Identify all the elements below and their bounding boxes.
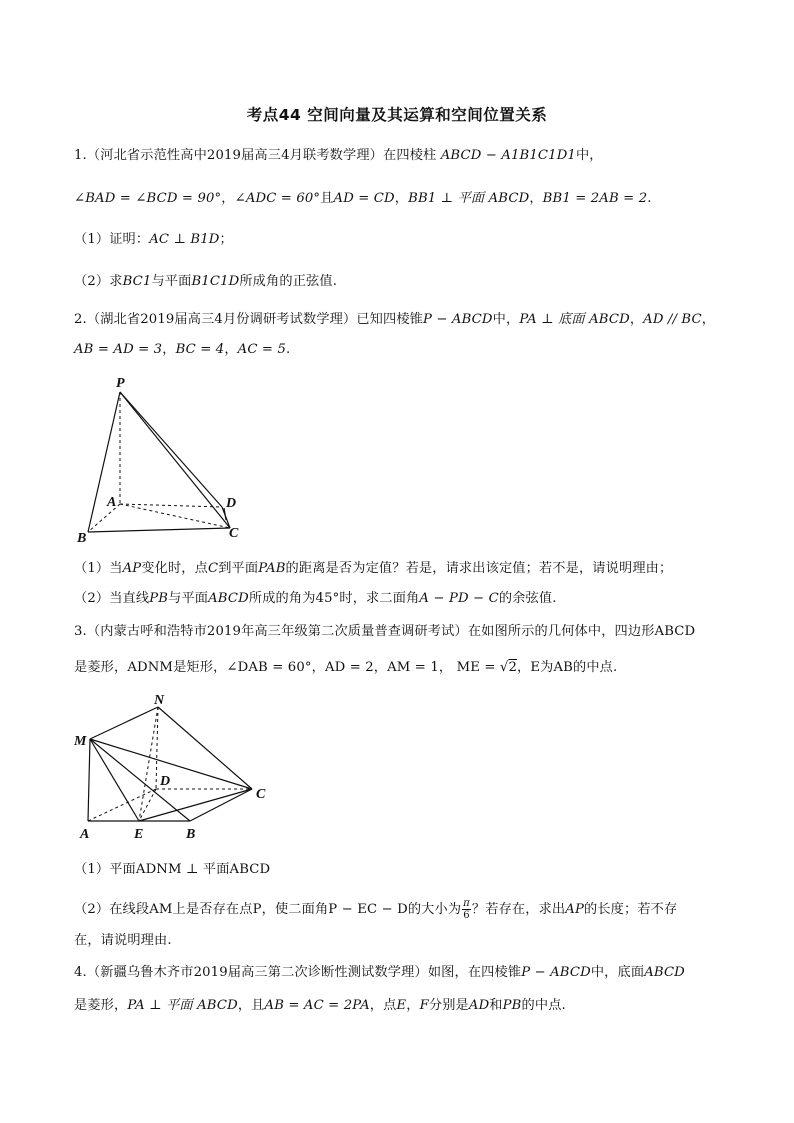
pyramid-diagram (74, 370, 254, 550)
problem-4-eq: AB = AC = 2PA (264, 998, 370, 1013)
part-mid: 与平面 (151, 274, 192, 289)
problem-4-text: ，点 (369, 998, 397, 1013)
problem-4-qie: ，且 (237, 998, 265, 1013)
label-a: A (107, 495, 117, 510)
problem-4-intro: 如图，在四棱锥 (427, 965, 522, 980)
problem-4-pa-perp: PA ⊥ 平面 ABCD (127, 998, 238, 1013)
separator: ， (224, 342, 238, 357)
problem-2-line-1 (74, 311, 734, 329)
separator: ， (311, 660, 325, 675)
label-a: A (80, 827, 90, 842)
problem-4-text: 分别是 (428, 998, 469, 1013)
problem-2-pa-perp: PA ⊥ 底面 ABCD (519, 312, 630, 327)
label-b: B (186, 827, 196, 842)
part-tail: 所成角的正弦值. (239, 274, 338, 289)
page-title: 考点44 空间向量及其运算和空间位置关系 (246, 106, 548, 124)
problem-4-line-1 (74, 964, 734, 982)
sqrt-symbol: √ (499, 660, 509, 675)
problem-4-text: 和 (489, 998, 503, 1013)
problem-4-zhong: 中，底面 (590, 965, 645, 980)
problem-1-bb1-perp: BB1 ⊥ 平面 ABCD (408, 191, 530, 206)
fraction-numerator: π (463, 898, 470, 909)
separator: ， (406, 998, 420, 1013)
problem-1-prism: ABCD − A1B1C1D1 (440, 148, 576, 163)
part-text: 所成的角为45°时，求二面角 (248, 591, 420, 606)
problem-1-qie: 且 (320, 191, 334, 206)
part-math: C (207, 561, 219, 576)
part-text: ？若存在，求出 (471, 902, 566, 917)
problem-4-f: F (419, 998, 429, 1013)
problem-4-text: 是菱形， (74, 998, 128, 1013)
problem-1-line-2 (74, 190, 734, 208)
separator: ， (701, 312, 716, 327)
problem-2-bc: BC = 4 (175, 342, 225, 357)
problem-3-part-2 (74, 898, 734, 921)
label-c: C (256, 787, 266, 802)
problem-1-end: . (647, 191, 652, 206)
problem-2-figure (74, 370, 254, 554)
part-text: 的距离是否为定值？若是，请求出该定值；若不是，请说明理由； (285, 561, 673, 576)
problem-3-me-root: 2 (508, 660, 518, 675)
part-text: 变化时，点 (141, 561, 208, 576)
part-label: （1）平面ADNM ⊥ 平面ABCD (74, 862, 271, 877)
problem-3-angle: ∠DAB = 60° (226, 660, 312, 675)
problem-4-pb: PB (502, 998, 522, 1013)
part-math: ABCD (208, 591, 249, 606)
part-text: 的余弦值. (498, 591, 557, 606)
label-d: D (160, 774, 171, 789)
problem-4-base: ABCD (644, 965, 685, 980)
problem-2-parallel: AD // BC (643, 312, 702, 327)
problem-1-angle-bad: ∠BAD = ∠BCD = 90° (74, 191, 222, 206)
problem-1-angle-adc: ∠ADC = 60° (234, 191, 321, 206)
problem-4-pyramid: P − ABCD (521, 965, 591, 980)
part-label: （1）当 (74, 561, 123, 576)
part-math: BC1 (122, 274, 152, 289)
part-label: （2）在线段AM上是否存在点P，使二面角P − EC − D的大小为 (74, 902, 462, 917)
fraction (462, 898, 471, 921)
edge-pc (120, 392, 230, 528)
separator: ， (221, 191, 235, 206)
part-math: AP (122, 561, 142, 576)
problem-3-line-1 (74, 623, 734, 641)
edge-pd (120, 392, 222, 507)
label-d: D (226, 496, 237, 511)
problem-4-number: 4. (74, 965, 87, 980)
problem-2-number: 2. (74, 312, 87, 327)
part-math: PAB (258, 561, 286, 576)
problem-2-pyramid: P − ABCD (423, 312, 493, 327)
part-label: （2）当直线 (74, 591, 150, 606)
edge-mc (90, 739, 252, 789)
part-label: （2）求 (74, 274, 123, 289)
solid-diagram (74, 693, 284, 843)
problem-3-am: AM = 1 (387, 660, 439, 675)
problem-4-end: 的中点. (521, 998, 566, 1013)
separator: ， (162, 342, 176, 357)
problem-1-part-1 (74, 231, 734, 249)
edge-bc (190, 789, 252, 821)
edge-da (88, 789, 156, 821)
problem-1-ad-cd: AD = CD (333, 191, 395, 206)
problem-1-source: （河北省示范性高中2019届高三4月联考数学理） (86, 148, 384, 163)
part-tail: ； (219, 232, 233, 247)
separator: ， (373, 660, 388, 675)
problem-1-bb1-len: BB1 = 2AB = 2 (542, 191, 648, 206)
part-text: 与平面 (168, 591, 209, 606)
problem-2-end: . (286, 342, 291, 357)
problem-3-text: ，E为AB的中点. (517, 660, 618, 675)
problem-2-intro: 已知四棱锥 (356, 312, 424, 327)
problem-3-line-2 (74, 659, 734, 677)
problem-3-ad: AD = 2 (324, 660, 374, 675)
separator: ， (529, 191, 543, 206)
problem-2-zhong: 中， (492, 312, 520, 327)
problem-3-figure (74, 693, 284, 847)
edge-mn (90, 707, 158, 739)
edge-ad (120, 504, 222, 507)
edge-nc (158, 707, 252, 789)
part-math: B1C1D (191, 274, 240, 289)
problem-2-part-2 (74, 590, 734, 608)
label-b: B (77, 531, 87, 546)
problem-1-line-1 (74, 147, 734, 165)
problem-3-part-2-cont (74, 932, 734, 950)
separator: ， (438, 660, 453, 675)
part-label: （1）证明： (74, 232, 150, 247)
problem-4-e: E (396, 998, 407, 1013)
problem-2-line-2 (74, 341, 734, 359)
problem-1-number: 1. (74, 148, 87, 163)
edge-mb (90, 739, 190, 821)
part-math: AC ⊥ B1D (149, 232, 220, 247)
fraction-denominator: 6 (463, 910, 470, 921)
problem-3-me: ME = (456, 660, 496, 675)
problem-4-ad: AD (468, 998, 490, 1013)
label-n: N (154, 693, 165, 708)
part-text: 的长度；若不存 (583, 902, 678, 917)
problem-2-source: （湖北省2019届高三4月份调研考试数学理） (86, 312, 357, 327)
problem-4-source: （新疆乌鲁木齐市2019届高三第二次诊断性测试数学理） (86, 965, 428, 980)
edge-de (139, 789, 156, 821)
problem-3-part-1 (74, 861, 734, 879)
problem-1-part-2 (74, 273, 734, 291)
problem-2-ac: AC = 5 (237, 342, 286, 357)
problem-3-intro: 在如图所示的几何体中，四边形ABCD (467, 624, 696, 639)
label-p: P (116, 376, 125, 391)
part-text: 在，请说明理由. (74, 933, 172, 948)
label-e: E (134, 827, 144, 842)
part-text: 到平面 (218, 561, 259, 576)
problem-2-part-1 (74, 560, 734, 578)
part-math: A − PD − C (419, 591, 499, 606)
problem-4-line-2 (74, 997, 734, 1015)
part-math: AP (565, 902, 584, 917)
edge-bc (88, 528, 230, 532)
problem-3-source: （内蒙古呼和浩特市2019年高三年级第二次质量普查调研考试） (86, 624, 468, 639)
problem-2-ab-ad: AB = AD = 3 (74, 342, 163, 357)
separator: ， (629, 312, 644, 327)
problem-3-text: 是菱形，ADNM是矩形， (74, 660, 227, 675)
part-math: PB (149, 591, 169, 606)
edge-pb (88, 392, 120, 532)
edge-ma (88, 739, 90, 821)
problem-3-number: 3. (74, 624, 87, 639)
label-m: M (74, 734, 87, 749)
problem-1-zhong: 中， (575, 148, 603, 163)
label-c: C (229, 526, 239, 541)
problem-1-intro: 在四棱柱 (383, 148, 437, 163)
separator: ， (394, 191, 409, 206)
edge-ne (139, 707, 158, 821)
